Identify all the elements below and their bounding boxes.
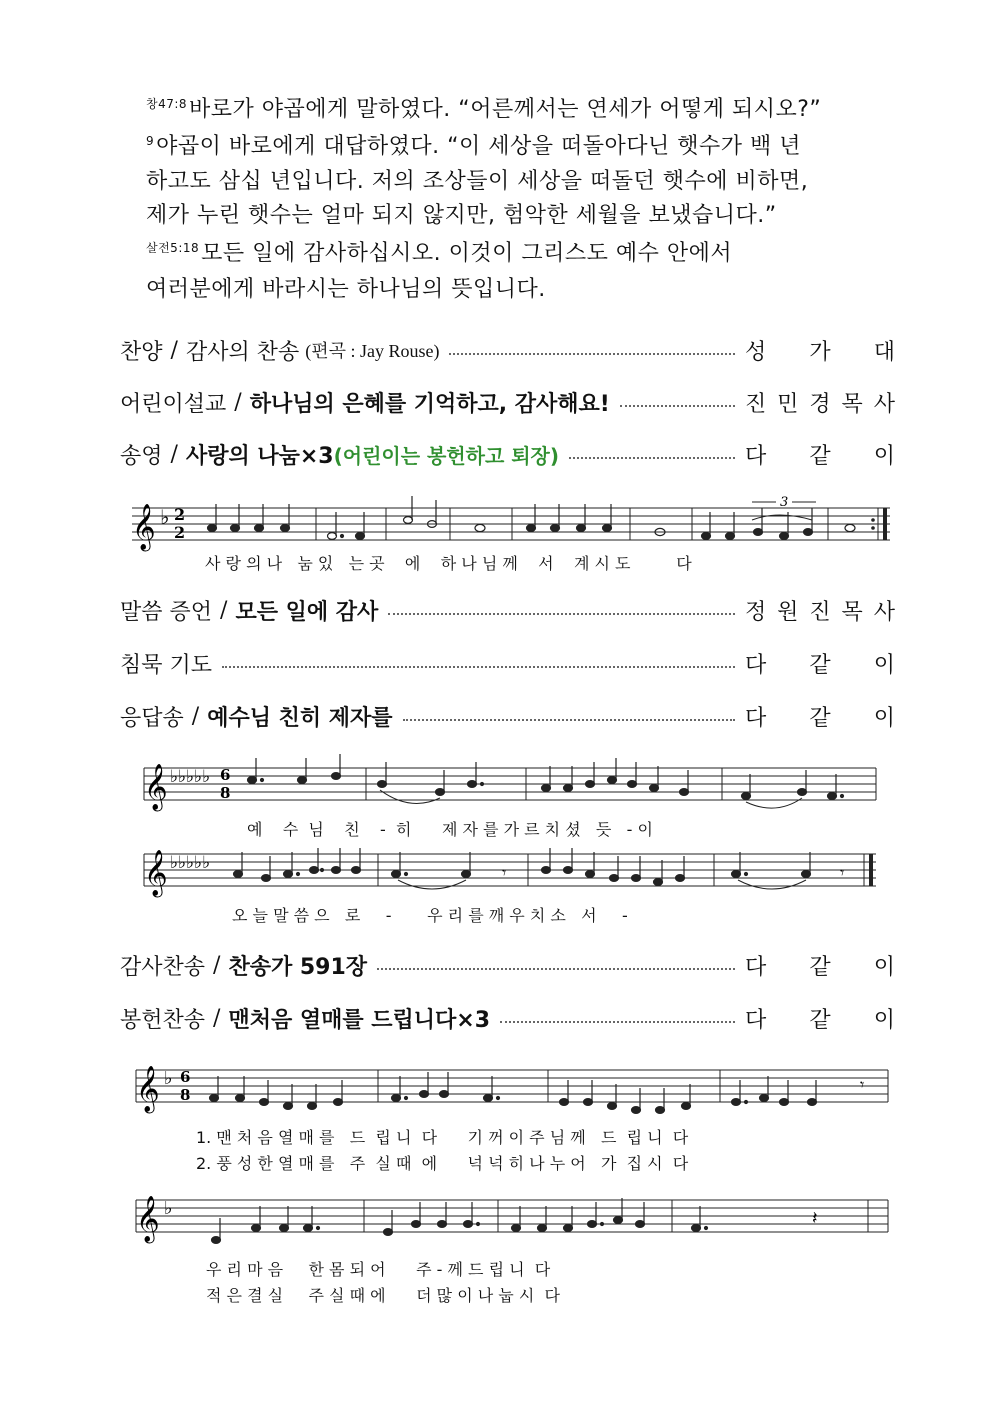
order-label: 찬양 <box>120 339 163 365</box>
order-leader: 다 같 이 <box>745 443 895 469</box>
order-label: 침묵 기도 <box>120 652 213 678</box>
leader-dots <box>403 719 735 721</box>
response-lyrics-1: 예 수 님 친 - 히 제 자 를 가 르 치 셨 듯 - 이 <box>247 820 653 839</box>
treble-clef-icon: 𝄞 <box>136 1196 160 1242</box>
order-row-children-sermon: 어린이설교 / 하나님의 은혜를 기억하고, 감사해요! 진 민 경 목 사 <box>120 382 895 422</box>
leader-dots <box>388 613 735 615</box>
time-signature: 6 <box>180 1068 191 1086</box>
order-leader: 다 같 이 <box>745 954 895 980</box>
time-signature: 8 <box>220 784 231 802</box>
order-title: 하나님의 은혜를 기억하고, 감사해요! <box>249 391 610 417</box>
verse-line: $^9$야곱이 바로에게 대답하였다. “이 세상을 떠돌아다닌 햇수가 백 년 <box>146 133 802 159</box>
verse-line: 하고도 삼십 년입니다. 저의 조상들이 세상을 떠돌던 햇수에 비하면, <box>146 169 809 194</box>
leader-dots <box>449 353 735 355</box>
doxology-lyrics: 사 랑 의 나 눔 있 는 곳 에 하 나 님 께 서 계 시 도 다 <box>205 554 692 573</box>
order-title: 맨처음 열매를 드립니다×3 <box>228 1007 491 1033</box>
triplet-mark: 3 <box>780 495 789 510</box>
treble-clef-icon: 𝄞 <box>136 1066 160 1112</box>
rest-icon: 𝄽 <box>812 1208 818 1229</box>
response-lyrics-2: 오 늘 말 씀 으 로 - 우 리 를 깨 우 치 소 서 - <box>232 906 628 925</box>
order-row-thanks-hymn: 감사찬송 / 찬송가 591장 다 같 이 <box>120 945 895 985</box>
time-signature: 2 <box>174 523 186 542</box>
time-signature: 8 <box>180 1086 191 1104</box>
notes <box>212 1198 708 1243</box>
rest-icon: 𝄾 <box>502 863 507 882</box>
order-row-offertory: 봉헌찬송 / 맨처음 열매를 드립니다×3 다 같 이 <box>120 998 895 1038</box>
treble-clef-icon: 𝄞 <box>144 764 168 810</box>
offertory-lyrics-2a: 우 리 마 음 한 몸 되 어 주 - 께 드 립 니 다 <box>206 1260 551 1279</box>
order-extra-note: (어린이는 봉헌하고 퇴장) <box>333 443 560 468</box>
notes <box>248 754 844 799</box>
offertory-lyrics-1b: 2. 풍 성 한 열 매 를 주 실 때 에 넉 넉 히 나 누 어 가 집 시 다 <box>196 1154 689 1173</box>
final-barline <box>883 508 887 540</box>
leader-dots <box>569 457 735 459</box>
flat-icon: ♭ <box>164 1068 173 1089</box>
order-leader: 진 민 경 목 사 <box>745 391 895 417</box>
rest-icon: 𝄾 <box>840 863 845 882</box>
order-label: 말씀 증언 <box>120 599 213 625</box>
flat-icon: ♭♭♭♭♭ <box>170 853 211 873</box>
response-staff-1 <box>140 752 880 822</box>
treble-clef-icon: 𝄞 <box>144 850 168 896</box>
order-leader: 다 같 이 <box>745 705 895 731</box>
order-title: 모든 일에 감사 <box>235 599 379 625</box>
flat-icon: ♭ <box>160 505 170 529</box>
order-label: 봉헌찬송 <box>120 1007 206 1033</box>
order-title: 사랑의 나눔×3 <box>185 443 334 469</box>
verse-line: $^{살전5:18}$모든 일에 감사하십시오. 이것이 그리스도 예수 안에서 <box>146 240 733 266</box>
order-title: 찬송가 591장 <box>228 954 368 980</box>
final-barline <box>869 854 873 886</box>
order-row-sermon: 말씀 증언 / 모든 일에 감사 정 원 진 목 사 <box>120 590 895 630</box>
treble-clef-icon: 𝄞 <box>132 504 156 550</box>
offertory-lyrics-1a: 1. 맨 처 음 열 매 를 드 립 니 다 기 꺼 이 주 님 께 드 립 니 다 <box>196 1128 689 1147</box>
flat-icon: ♭♭♭♭♭ <box>170 767 211 787</box>
order-row-silent-prayer <box>120 643 895 683</box>
order-leader: 다 같 이 <box>745 1007 895 1033</box>
offertory-staff-2 <box>132 1180 892 1255</box>
order-row-response: 응답송 / 예수님 친히 제자를 다 같 이 <box>120 696 895 736</box>
order-leader: 정 원 진 목 사 <box>745 599 895 625</box>
order-label: 송영 <box>120 443 163 469</box>
flat-icon: ♭ <box>164 1198 173 1219</box>
offertory-lyrics-2b: 적 은 결 실 주 실 때 에 더 많 이 나 눕 시 다 <box>206 1286 560 1305</box>
order-leader: 성 가 대 <box>745 339 895 365</box>
order-row-doxology: 송영 / 사랑의 나눔×3 (어린이는 봉헌하고 퇴장) 다 같 이 <box>120 434 895 474</box>
order-row-praise: 찬양 / 감사의 찬송 (편곡 : Jay Rouse) 성 가 대 <box>120 330 895 370</box>
time-signature: 6 <box>220 766 231 784</box>
offertory-staff-1 <box>132 1050 892 1125</box>
order-note: (편곡 : Jay Rouse) <box>305 341 440 361</box>
response-staff-2 <box>140 838 880 908</box>
verse-line: 여러분에게 바라시는 하나님의 뜻입니다. <box>146 277 546 302</box>
doxology-staff <box>128 490 898 560</box>
time-signature: 2 <box>174 505 186 524</box>
leader-dots <box>377 968 735 970</box>
order-leader: 다 같 이 <box>745 652 895 678</box>
order-label: 응답송 <box>120 705 184 731</box>
order-label: 감사찬송 <box>120 954 206 980</box>
leader-dots <box>500 1021 735 1023</box>
rest-icon: 𝄾 <box>860 1075 865 1094</box>
leader-dots <box>222 666 735 668</box>
order-title: 감사의 찬송 <box>185 339 300 365</box>
verse-line: 제가 누린 햇수는 얼마 되지 않지만, 험악한 세월을 보냈습니다.” <box>146 203 777 228</box>
order-title: 예수님 친히 제자를 <box>207 705 393 731</box>
verse-line: $^{창47:8}$바로가 야곱에게 말하였다. “어른께서는 연세가 어떻게 되시오?” <box>146 96 822 122</box>
order-label: 어린이설교 <box>120 391 227 417</box>
leader-dots <box>620 405 735 407</box>
